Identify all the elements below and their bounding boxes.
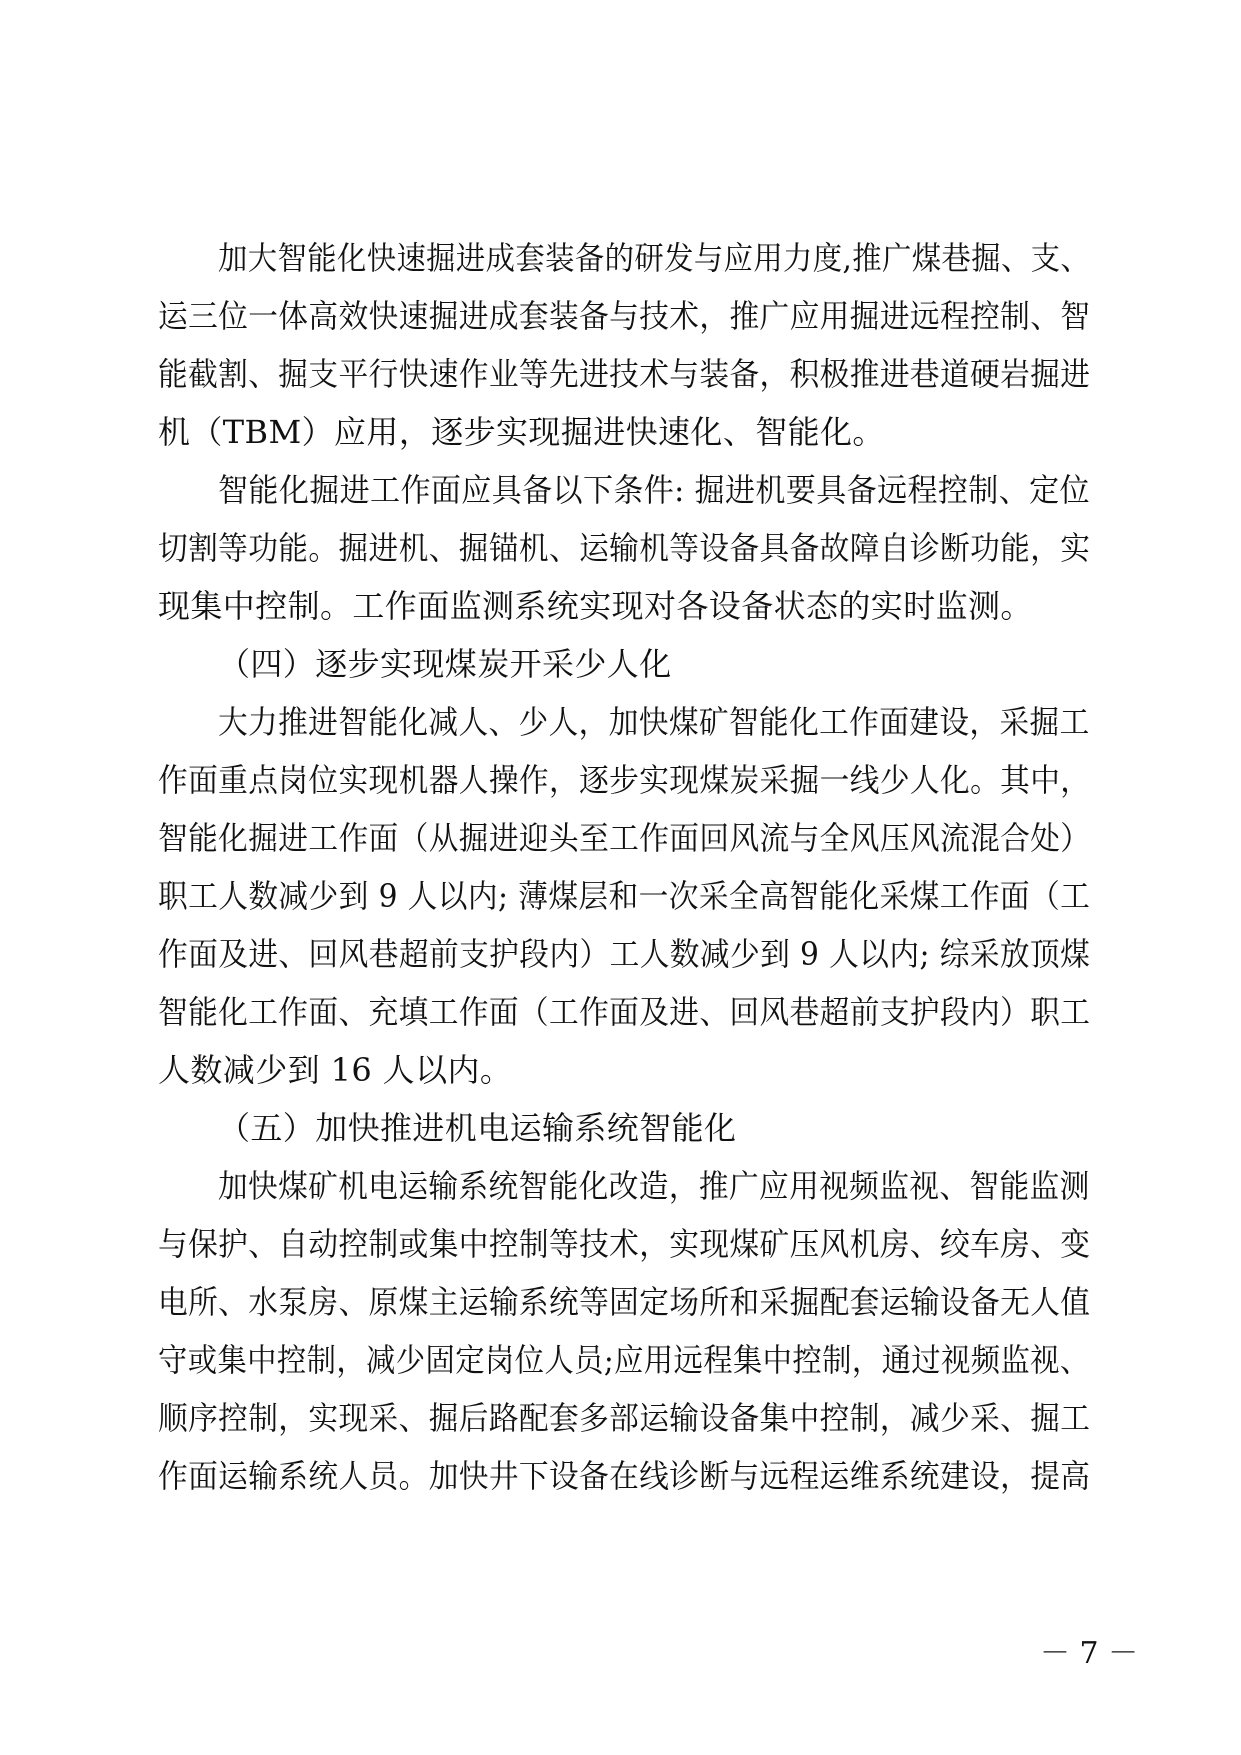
paragraph-line: 电所、水泵房、原煤主运输系统等固定场所和采掘配套运输设备无人值 bbox=[158, 1283, 1091, 1321]
paragraph-line: 加大智能化快速掘进成套装备的研发与应用力度,推广煤巷掘、支、 bbox=[218, 239, 1091, 277]
paragraph-line: 作面重点岗位实现机器人操作，逐步实现煤炭采掘一线少人化。其中， bbox=[158, 761, 1091, 799]
paragraph-line: 能截割、掘支平行快速作业等先进技术与装备，积极推进巷道硬岩掘进 bbox=[158, 355, 1091, 393]
paragraph-line: 切割等功能。掘进机、掘锚机、运输机等设备具备故障自诊断功能，实 bbox=[158, 529, 1091, 567]
paragraph-line: 加快煤矿机电运输系统智能化改造，推广应用视频监视、智能监测 bbox=[218, 1167, 1090, 1205]
paragraph-line: 现集中控制。工作面监测系统实现对各设备状态的实时监测。 bbox=[158, 587, 1033, 625]
paragraph-line: 运三位一体高效快速掘进成套装备与技术，推广应用掘进远程控制、智 bbox=[158, 297, 1091, 335]
paragraph-line: 智能化掘进工作面应具备以下条件: 掘进机要具备远程控制、定位 bbox=[218, 471, 1090, 509]
page-number: － 7 － bbox=[1040, 1636, 1139, 1671]
paragraph-line: 智能化掘进工作面（从掘进迎头至工作面回风流与全风压风流混合处） bbox=[158, 819, 1091, 857]
section-heading: （四）逐步实现煤炭开采少人化 bbox=[218, 645, 672, 683]
paragraph-line: 守或集中控制，减少固定岗位人员;应用远程集中控制，通过视频监视、 bbox=[158, 1341, 1090, 1379]
paragraph-line: 人数减少到 16 人以内。 bbox=[158, 1051, 513, 1089]
paragraph-line: 智能化工作面、充填工作面（工作面及进、回风巷超前支护段内）职工 bbox=[158, 993, 1091, 1031]
paragraph-line: 机（TBM）应用，逐步实现掘进快速化、智能化。 bbox=[158, 413, 885, 451]
section-heading: （五）加快推进机电运输系统智能化 bbox=[218, 1109, 737, 1147]
paragraph-line: 顺序控制，实现采、掘后路配套多部运输设备集中控制，减少采、掘工 bbox=[158, 1399, 1091, 1437]
paragraph-line: 与保护、自动控制或集中控制等技术，实现煤矿压风机房、绞车房、变 bbox=[158, 1225, 1091, 1263]
paragraph-line: 职工人数减少到 9 人以内; 薄煤层和一次采全高智能化采煤工作面（工 bbox=[158, 877, 1091, 915]
paragraph-line: 作面及进、回风巷超前支护段内）工人数减少到 9 人以内; 综采放顶煤 bbox=[158, 935, 1091, 973]
paragraph-line: 作面运输系统人员。加快井下设备在线诊断与远程运维系统建设，提高 bbox=[158, 1457, 1091, 1495]
paragraph-line: 大力推进智能化减人、少人，加快煤矿智能化工作面建设，采掘工 bbox=[218, 703, 1090, 741]
